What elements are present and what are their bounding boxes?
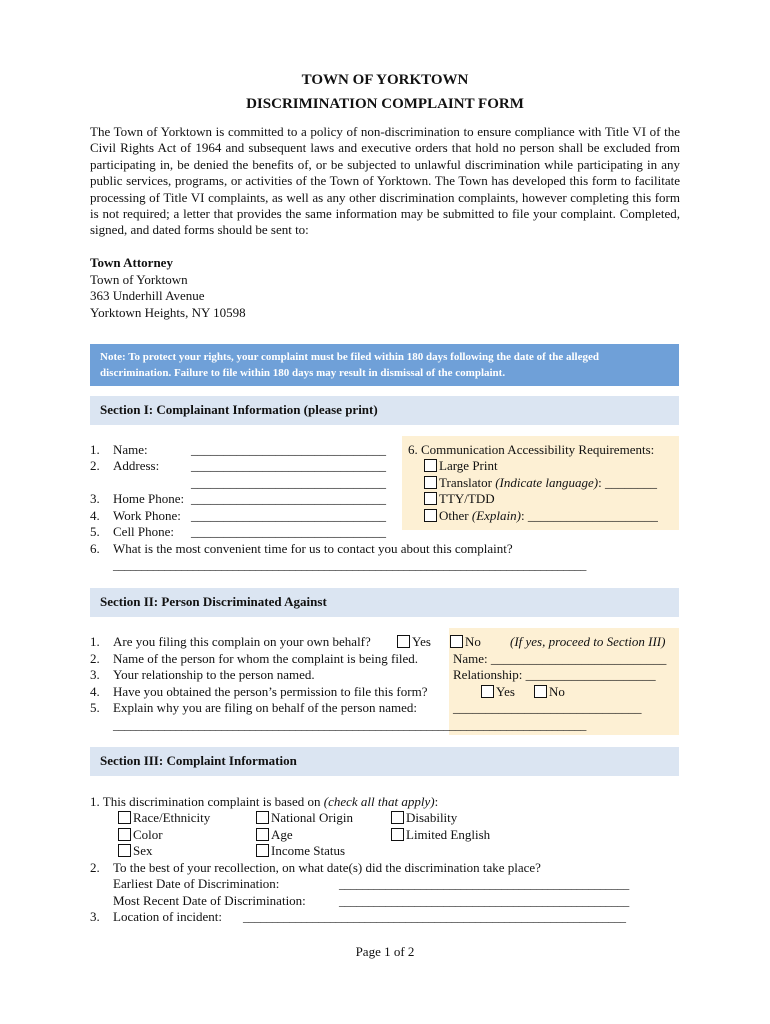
name-field[interactable]: ______________________________ <box>191 442 386 457</box>
own-behalf-yes-label: Yes <box>412 634 431 649</box>
permission-no[interactable] <box>534 684 565 701</box>
basis-national-origin[interactable] <box>256 810 353 827</box>
item-number: 4. <box>90 684 100 699</box>
basis-color[interactable] <box>118 827 163 844</box>
tty-checkbox[interactable] <box>424 492 437 505</box>
item-number: 1. <box>90 634 100 649</box>
form-title: TOWN OF YORKTOWN <box>301 72 469 88</box>
disability-label: Disability <box>406 810 458 825</box>
basis-disability[interactable] <box>391 810 457 827</box>
permission-no-label: No <box>549 684 565 699</box>
translator-note: (Indicate language) <box>495 475 599 490</box>
contact-time-label: What is the most convenient time for us to contact you about this complaint? <box>113 541 513 556</box>
sex-label: Sex <box>133 843 153 858</box>
address-line-3: 363 Underhill Avenue <box>90 288 205 303</box>
person-name-question: Name of the person for whom the complaint is being filed. <box>113 651 419 666</box>
race-checkbox[interactable] <box>118 811 131 824</box>
address-line-4: Yorktown Heights, NY 10598 <box>90 304 246 320</box>
work-phone-field[interactable]: ______________________________ <box>191 508 386 523</box>
own-behalf-no-label: No <box>465 634 481 649</box>
filing-deadline-note: Note: To protect your rights, your complaint must be filed within 180 days following the date of the alleged discrimination. Failure to file within 180 days may result in dismissal of the complaint. <box>90 344 679 386</box>
basis-income-status[interactable] <box>256 843 345 860</box>
other-explain-field[interactable]: : ____________________ <box>520 508 658 523</box>
permission-question: Have you obtained the person’s permission to file this form? <box>113 684 428 699</box>
other-checkbox[interactable] <box>424 509 437 522</box>
cell-phone-label: Cell Phone: <box>113 524 175 539</box>
large-print-checkbox[interactable] <box>424 459 437 472</box>
location-field[interactable]: __________________________________________________________________ <box>243 910 626 924</box>
disability-checkbox[interactable] <box>391 811 404 824</box>
relationship-field[interactable]: Relationship: ____________________ <box>453 667 656 682</box>
contact-time-field[interactable]: ___________________________________________________________________________________ <box>113 558 587 572</box>
item-number: 3. <box>90 667 100 682</box>
section-1-heading: Section I: Complainant Information (please print) <box>90 396 679 425</box>
national-origin-label: National Origin <box>271 810 353 825</box>
basis-sex[interactable] <box>118 843 153 860</box>
own-behalf-question: Are you filing this complain on your own behalf? <box>113 634 371 649</box>
accessibility-heading: 6. Communication Accessibility Requirements: <box>408 442 655 457</box>
option-large-print[interactable] <box>424 458 498 475</box>
mailing-address <box>90 255 246 321</box>
location-label: Location of incident: <box>113 909 223 924</box>
item-number: 1. <box>90 442 100 457</box>
item-number: 2. <box>90 860 100 875</box>
option-tty[interactable] <box>424 491 495 508</box>
address-field[interactable]: ______________________________ <box>191 458 386 473</box>
item-number: 4. <box>90 508 100 523</box>
race-label: Race/Ethnicity <box>133 810 211 825</box>
basis-age[interactable] <box>256 827 293 844</box>
item-number: 3. <box>90 909 100 924</box>
section-2-heading: Section II: Person Discriminated Against <box>90 588 679 617</box>
earliest-date-label: Earliest Date of Discrimination: <box>113 876 280 891</box>
page-number: Page 1 of 2 <box>355 944 415 959</box>
translator-checkbox[interactable] <box>424 476 437 489</box>
basis-question-colon: : <box>434 794 439 809</box>
own-behalf-no[interactable] <box>450 634 481 651</box>
item-number: 2. <box>90 458 100 473</box>
basis-limited-english[interactable] <box>391 827 490 844</box>
intro-paragraph: The Town of Yorktown is committed to a policy of non-discrimination to ensure compliance with Title VI of the Civil Rights Act of 1964 and subsequent laws and executive orders that hold no person shall be excluded from participating in, be denied the benefits of, or be subjected to unlawful discrimination while participating in any public services, programs, or activities of the Town of Yorktown. The Town has developed this form to facilitate processing of Title VI complaints, as well as any other discrimination complaints, however completing this form is not required; a letter that provides the same information may be submitted to file your complaint. Completed, signed, and dated forms should be sent to: <box>90 124 680 238</box>
explain-field[interactable]: _____________________________ <box>453 700 642 715</box>
income-status-checkbox[interactable] <box>256 844 269 857</box>
home-phone-label: Home Phone: <box>113 491 185 506</box>
permission-yes-checkbox[interactable] <box>481 685 494 698</box>
basis-question-note: (check all that apply) <box>323 794 435 809</box>
recent-date-field[interactable]: __________________________________________________ <box>339 894 630 908</box>
explain-question: Explain why you are filing on behalf of the person named: <box>113 700 417 715</box>
translator-language-field[interactable]: : ________ <box>598 475 657 490</box>
national-origin-checkbox[interactable] <box>256 811 269 824</box>
limited-english-label: Limited English <box>406 827 491 842</box>
limited-english-checkbox[interactable] <box>391 828 404 841</box>
own-behalf-note: (If yes, proceed to Section III) <box>510 634 666 649</box>
age-checkbox[interactable] <box>256 828 269 841</box>
tty-label: TTY/TDD <box>439 491 495 506</box>
address-label: Address: <box>113 458 160 473</box>
form-subtitle: DISCRIMINATION COMPLAINT FORM <box>246 96 524 112</box>
relationship-question: Your relationship to the person named. <box>113 667 315 682</box>
translator-label: Translator <box>439 475 492 490</box>
explain-field-line-2[interactable]: ___________________________________________________________________________________ <box>113 718 587 732</box>
item-number: 6. <box>90 541 100 556</box>
own-behalf-no-checkbox[interactable] <box>450 635 463 648</box>
earliest-date-field[interactable]: __________________________________________________ <box>339 877 630 891</box>
color-checkbox[interactable] <box>118 828 131 841</box>
address-line-2: Town of Yorktown <box>90 271 188 287</box>
large-print-label: Large Print <box>439 458 498 473</box>
item-number: 2. <box>90 651 100 666</box>
permission-yes-label: Yes <box>496 684 515 699</box>
age-label: Age <box>271 827 293 842</box>
other-label: Other <box>439 508 469 523</box>
item-number: 5. <box>90 524 100 539</box>
person-name-field[interactable]: Name: ___________________________ <box>453 651 667 666</box>
item-number: 3. <box>90 491 100 506</box>
option-translator[interactable] <box>424 475 657 492</box>
address-field-line-2[interactable]: ______________________________ <box>191 475 386 490</box>
basis-question <box>90 794 438 811</box>
work-phone-label: Work Phone: <box>113 508 181 523</box>
basis-race[interactable] <box>118 810 210 827</box>
basis-question-text: 1. This discrimination complaint is based on <box>90 794 324 809</box>
cell-phone-field[interactable]: ______________________________ <box>191 524 386 539</box>
income-status-label: Income Status <box>271 843 346 858</box>
section-3-heading: Section III: Complaint Information <box>90 747 679 776</box>
own-behalf-yes-checkbox[interactable] <box>397 635 410 648</box>
color-label: Color <box>133 827 163 842</box>
own-behalf-yes[interactable] <box>397 634 431 651</box>
recent-date-label: Most Recent Date of Discrimination: <box>113 893 306 908</box>
home-phone-field[interactable]: ______________________________ <box>191 491 386 506</box>
name-label: Name: <box>113 442 148 457</box>
address-line-1: Town Attorney <box>90 255 173 270</box>
permission-no-checkbox[interactable] <box>534 685 547 698</box>
option-other[interactable] <box>424 508 658 525</box>
other-note: (Explain) <box>471 508 521 523</box>
sex-checkbox[interactable] <box>118 844 131 857</box>
dates-question: To the best of your recollection, on what date(s) did the discrimination take place? <box>113 860 541 875</box>
permission-yes[interactable] <box>481 684 515 701</box>
item-number: 5. <box>90 700 100 715</box>
